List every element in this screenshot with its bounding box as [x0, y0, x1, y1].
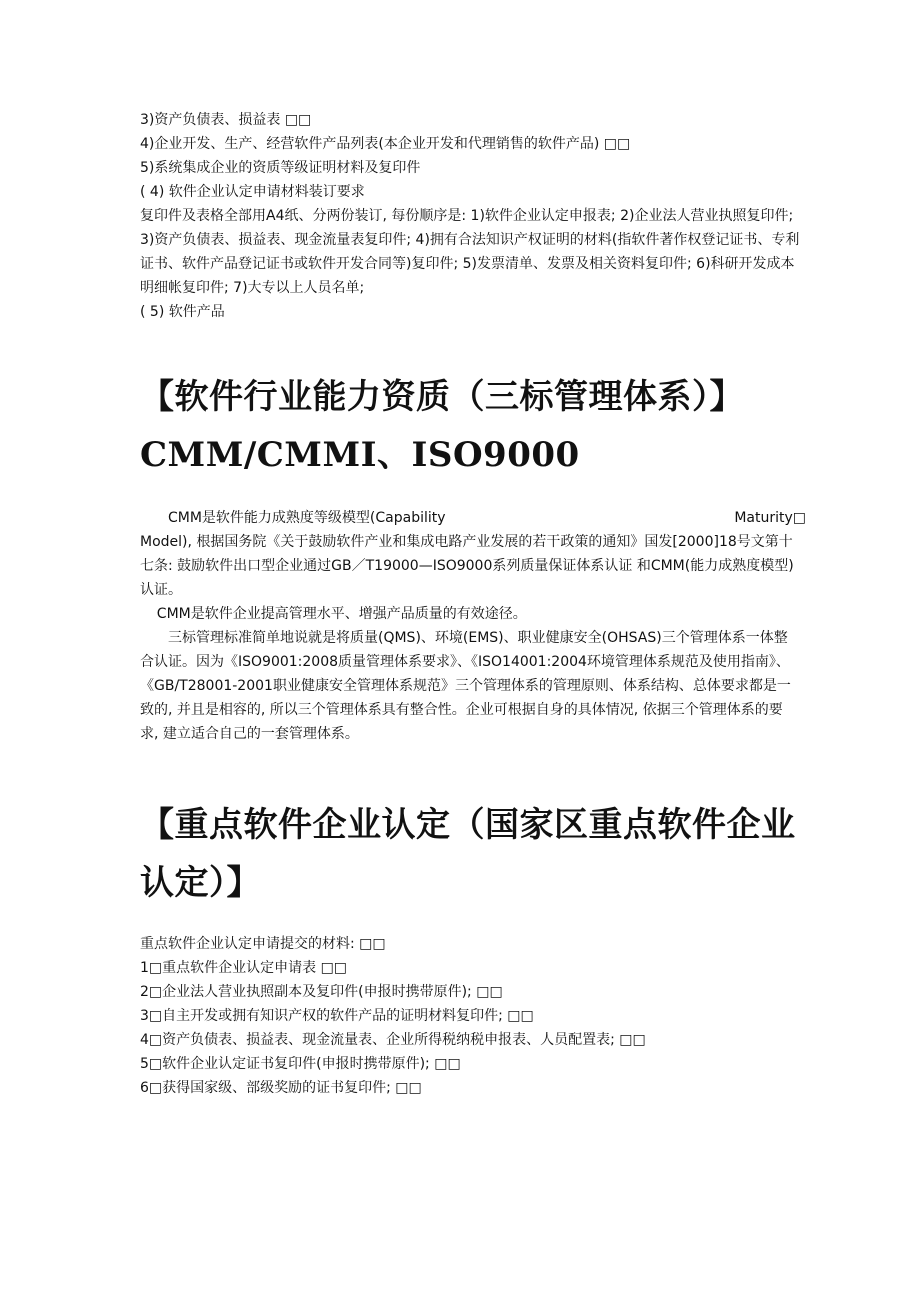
list-intro: 重点软件企业认定申请提交的材料: □□ [140, 936, 386, 952]
list-item: 5□软件企业认定证书复印件(申报时携带原件); □□ [140, 1056, 461, 1072]
document-page [140, 108, 806, 1100]
cmm-section-body [140, 506, 806, 746]
section-heading-cmm-iso: 【软件行业能力资质（三标管理体系）】CMM/CMMI、ISO9000 [140, 377, 744, 475]
list-item: 1□重点软件企业认定申请表 □□ [140, 960, 348, 976]
cmm-paragraph: CMM是软件企业提高管理水平、增强产品质量的有效途径。 [156, 606, 527, 622]
list-item: 3□自主开发或拥有知识产权的软件产品的证明材料复印件; □□ [140, 1008, 534, 1024]
list-item: 4)企业开发、生产、经营软件产品列表(本企业开发和代理销售的软件产品) □□ [140, 136, 631, 152]
cmm-paragraph-first-line [140, 506, 806, 530]
section-heading-key-software-enterprise: 【重点软件企业认定（国家区重点软件企业认定）】 [140, 805, 796, 903]
list-item: 3)资产负债表、损益表 □□ [140, 112, 312, 128]
key-enterprise-materials-list [140, 932, 800, 1100]
binding-requirements-paragraph: 复印件及表格全部用A4纸、分两份装订, 每份顺序是: 1)软件企业认定申报表; 2)企业法人营业执照复印件; 3)资产负债表、损益表、现金流量表复印件; 4)拥有合法知识产权证明的材料(指软件著作权登记证书、专利证书、软件产品登记证书或软件开发合同等)复印件; 5)发票清单、发票及相关资料复印件; 6)科研开发成本明细帐复印件; 7)大专以上人员名单; [140, 208, 800, 296]
materials-list-continued [140, 108, 800, 324]
three-standards-paragraph: 三标管理标准简单地说就是将质量(QMS)、环境(EMS)、职业健康安全(OHSAS)三个管理体系一体整合认证。因为《ISO9001:2008质量管理体系要求》、《ISO14001:2004环境管理体系规范及使用指南》、《GB/T28001-2001职业健康安全管理体系规范》三个管理体系的管理原则、体系结构、总体要求都是一致的, 并且是相容的, 所以三个管理体系具有整合性。企业可根据自身的具体情况, 依据三个管理体系的要求, 建立适合自己的一套管理体系。 [140, 630, 791, 742]
list-item: 6□获得国家级、部级奖励的证书复印件; □□ [140, 1080, 422, 1096]
cmm-definition-text: CMM是软件能力成熟度等级模型(Capability [168, 510, 446, 526]
list-item: 4□资产负债表、损益表、现金流量表、企业所得税纳税申报表、人员配置表; □□ [140, 1032, 646, 1048]
list-item: 5)系统集成企业的资质等级证明材料及复印件 [140, 160, 421, 176]
subsection-heading: ( 5) 软件产品 [140, 304, 225, 320]
cmm-paragraph: Model), 根据国务院《关于鼓励软件产业和集成电路产业发展的若干政策的通知》国发[2000]18号文第十七条: 鼓励软件出口型企业通过GB／T19000—ISO9000系列质量保证体系认证 和CMM(能力成熟度模型)认证。 [140, 534, 794, 598]
list-item: 2□企业法人营业执照副本及复印件(申报时携带原件); □□ [140, 984, 503, 1000]
subsection-heading: ( 4) 软件企业认定申请材料装订要求 [140, 184, 365, 200]
cmm-definition-text-right: Maturity□ [734, 510, 806, 526]
